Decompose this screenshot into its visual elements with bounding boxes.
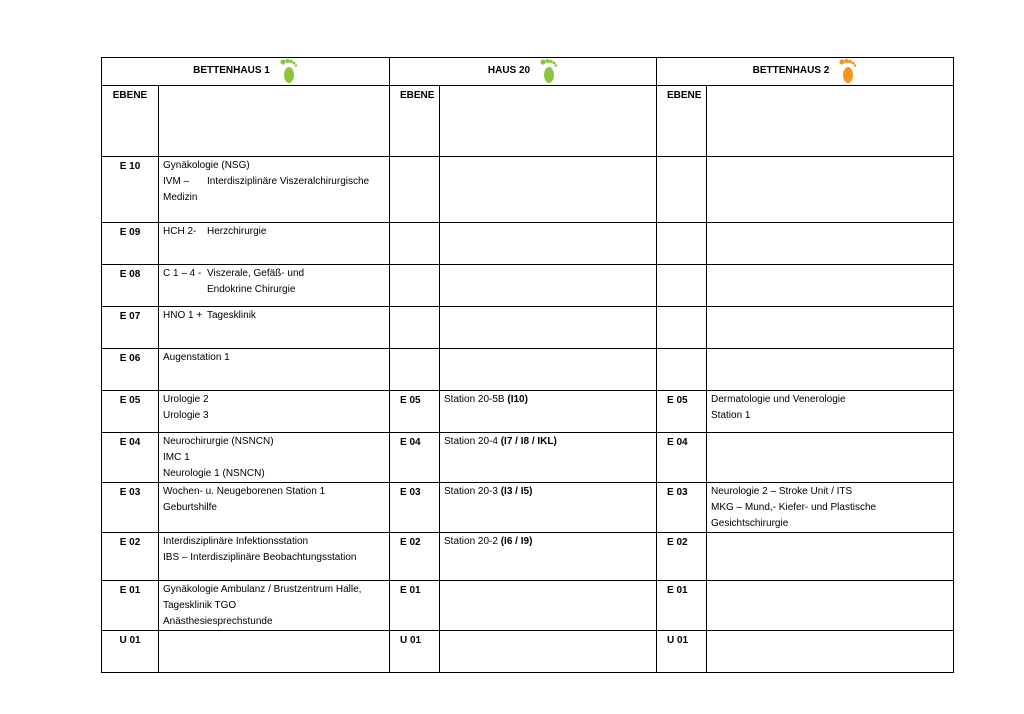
- bettenhaus-1-units: [159, 581, 390, 631]
- level-label: E 07: [102, 307, 159, 349]
- level-label: E 05: [390, 391, 440, 433]
- unit-name: Herzchirurgie: [207, 226, 267, 237]
- floor-row: [102, 265, 954, 307]
- haus-20-units: [440, 483, 657, 533]
- level-label: E 05: [102, 391, 159, 433]
- unit-code: IVM –: [163, 176, 190, 187]
- level-label: [390, 265, 440, 307]
- level-label: E 06: [102, 349, 159, 391]
- unit-line: Urologie 3: [163, 410, 209, 421]
- level-label: E 03: [390, 483, 440, 533]
- floor-row: [102, 349, 954, 391]
- station-name: Station 20-2: [444, 536, 498, 547]
- building-title: BETTENHAUS 1: [193, 65, 270, 76]
- unit-line: Station 1: [711, 410, 751, 421]
- unit-code: HNO 1 +: [163, 310, 203, 321]
- bettenhaus-2-units: [707, 631, 954, 673]
- level-label: E 01: [390, 581, 440, 631]
- level-label: E 04: [102, 433, 159, 483]
- level-label: E 08: [102, 265, 159, 307]
- header-bettenhaus-1: [102, 58, 390, 86]
- unit-line: Wochen- u. Neugeborenen Station 1: [163, 486, 326, 497]
- foot-icon: [538, 58, 558, 84]
- bettenhaus-1-units: [159, 307, 390, 349]
- unit-line: Dermatologie und Venerologie: [711, 394, 846, 405]
- unit-line: MKG – Mund,- Kiefer- und Plastische: [711, 502, 877, 513]
- floor-row: [102, 631, 954, 673]
- header-bettenhaus-2: [657, 58, 954, 86]
- floor-row: [102, 581, 954, 631]
- level-label: E 01: [102, 581, 159, 631]
- building-title: HAUS 20: [487, 65, 531, 76]
- station-code: (I10): [507, 394, 528, 405]
- bettenhaus-2-units: [707, 307, 954, 349]
- unit-name: Viszerale, Gefäß- und: [207, 268, 305, 279]
- haus-20-units: [440, 349, 657, 391]
- bettenhaus-1-units: [159, 391, 390, 433]
- unit-line: Neurochirurgie (NSNCN): [163, 436, 274, 447]
- level-label: [657, 349, 707, 391]
- bettenhaus-1-units: [159, 631, 390, 673]
- haus-20-units: [440, 631, 657, 673]
- floor-row: [102, 307, 954, 349]
- bettenhaus-2-units: [707, 223, 954, 265]
- level-label: [657, 265, 707, 307]
- floor-directory-table: [101, 57, 954, 673]
- station-code: (I7 / I8 / IKL): [500, 436, 557, 447]
- bettenhaus-2-units: [707, 265, 954, 307]
- haus-20-units: [440, 265, 657, 307]
- haus-20-units: [440, 533, 657, 581]
- level-label: E 01: [657, 581, 707, 631]
- unit-line: IBS – Interdisziplinäre Beobachtungsstation: [163, 552, 357, 563]
- level-label: E 05: [657, 391, 707, 433]
- unit-line: Neurologie 2 – Stroke Unit / ITS: [711, 486, 853, 497]
- bettenhaus-2-units: [707, 581, 954, 631]
- station-line: [444, 484, 652, 500]
- ebene-label: EBENE: [390, 86, 440, 157]
- level-label: [657, 157, 707, 223]
- level-label: [390, 307, 440, 349]
- unit-name: Interdisziplinäre Viszeralchirurgische: [207, 176, 370, 187]
- unit-code: C 1 – 4 -: [163, 268, 202, 279]
- level-label: U 01: [102, 631, 159, 673]
- level-label: [390, 349, 440, 391]
- ebene-label: EBENE: [657, 86, 707, 157]
- ebene-label-row: [102, 86, 954, 157]
- unit-line: Geburtshilfe: [163, 502, 217, 513]
- bettenhaus-1-units: [159, 433, 390, 483]
- bettenhaus-1-units: [159, 223, 390, 265]
- bettenhaus-2-units: [707, 433, 954, 483]
- unit-line: Medizin: [163, 192, 198, 203]
- station-name: Station 20-4: [444, 436, 498, 447]
- unit-line: Interdisziplinäre Infektionsstation: [163, 536, 309, 547]
- floor-row: [102, 157, 954, 223]
- unit-line: Neurologie 1 (NSNCN): [163, 468, 265, 479]
- haus-20-units: [440, 223, 657, 265]
- bettenhaus-2-units: [707, 157, 954, 223]
- unit-line: [163, 266, 385, 282]
- bettenhaus-1-units: [159, 157, 390, 223]
- haus-20-units: [440, 157, 657, 223]
- unit-code: HCH 2-: [163, 226, 197, 237]
- level-label: [390, 157, 440, 223]
- building-title: BETTENHAUS 2: [752, 65, 830, 76]
- bettenhaus-1-units: [159, 265, 390, 307]
- unit-line: Gynäkologie Ambulanz / Brustzentrum Halle,: [163, 584, 362, 595]
- bettenhaus-2-units: [707, 533, 954, 581]
- station-name: Station 20-5B: [444, 394, 505, 405]
- level-label: U 01: [390, 631, 440, 673]
- level-label: E 09: [102, 223, 159, 265]
- unit-line: Gesichtschirurgie: [711, 518, 789, 529]
- station-line: [444, 434, 652, 450]
- floor-row: [102, 483, 954, 533]
- empty-cell: [159, 86, 390, 157]
- empty-cell: [440, 86, 657, 157]
- unit-line: [163, 308, 385, 324]
- level-label: E 04: [657, 433, 707, 483]
- header-haus-20: [390, 58, 657, 86]
- unit-line: Augenstation 1: [163, 352, 230, 363]
- unit-line: Endokrine Chirurgie: [207, 284, 296, 295]
- bettenhaus-2-units: [707, 483, 954, 533]
- floor-row: [102, 223, 954, 265]
- unit-name: Tagesklinik: [207, 310, 256, 321]
- station-code: (I3 / I5): [500, 486, 533, 497]
- level-label: U 01: [657, 631, 707, 673]
- floor-rows: [102, 157, 954, 673]
- unit-line: Tagesklinik TGO: [163, 600, 237, 611]
- unit-line: IMC 1: [163, 452, 190, 463]
- unit-line: [163, 174, 385, 190]
- station-code: (I6 / I9): [500, 536, 533, 547]
- unit-line: Anästhesiesprechstunde: [163, 616, 273, 627]
- haus-20-units: [440, 391, 657, 433]
- floor-row: [102, 533, 954, 581]
- unit-line: [163, 224, 385, 240]
- level-label: [657, 307, 707, 349]
- haus-20-units: [440, 581, 657, 631]
- level-label: [390, 223, 440, 265]
- station-name: Station 20-3: [444, 486, 498, 497]
- level-label: [657, 223, 707, 265]
- level-label: E 03: [657, 483, 707, 533]
- level-label: E 02: [102, 533, 159, 581]
- level-label: E 02: [390, 533, 440, 581]
- level-label: E 03: [102, 483, 159, 533]
- haus-20-units: [440, 307, 657, 349]
- floor-row: [102, 433, 954, 483]
- bettenhaus-2-units: [707, 391, 954, 433]
- bettenhaus-1-units: [159, 483, 390, 533]
- level-label: E 10: [102, 157, 159, 223]
- bettenhaus-1-units: [159, 533, 390, 581]
- station-line: [444, 392, 652, 408]
- foot-icon: [837, 58, 857, 84]
- empty-cell: [707, 86, 954, 157]
- bettenhaus-1-units: [159, 349, 390, 391]
- ebene-label: EBENE: [102, 86, 159, 157]
- unit-line: Gynäkologie (NSG): [163, 160, 250, 171]
- foot-icon: [278, 58, 298, 84]
- haus-20-units: [440, 433, 657, 483]
- header-row: [102, 58, 954, 86]
- level-label: E 04: [390, 433, 440, 483]
- unit-line: Urologie 2: [163, 394, 209, 405]
- floor-row: [102, 391, 954, 433]
- station-line: [444, 534, 652, 550]
- bettenhaus-2-units: [707, 349, 954, 391]
- level-label: E 02: [657, 533, 707, 581]
